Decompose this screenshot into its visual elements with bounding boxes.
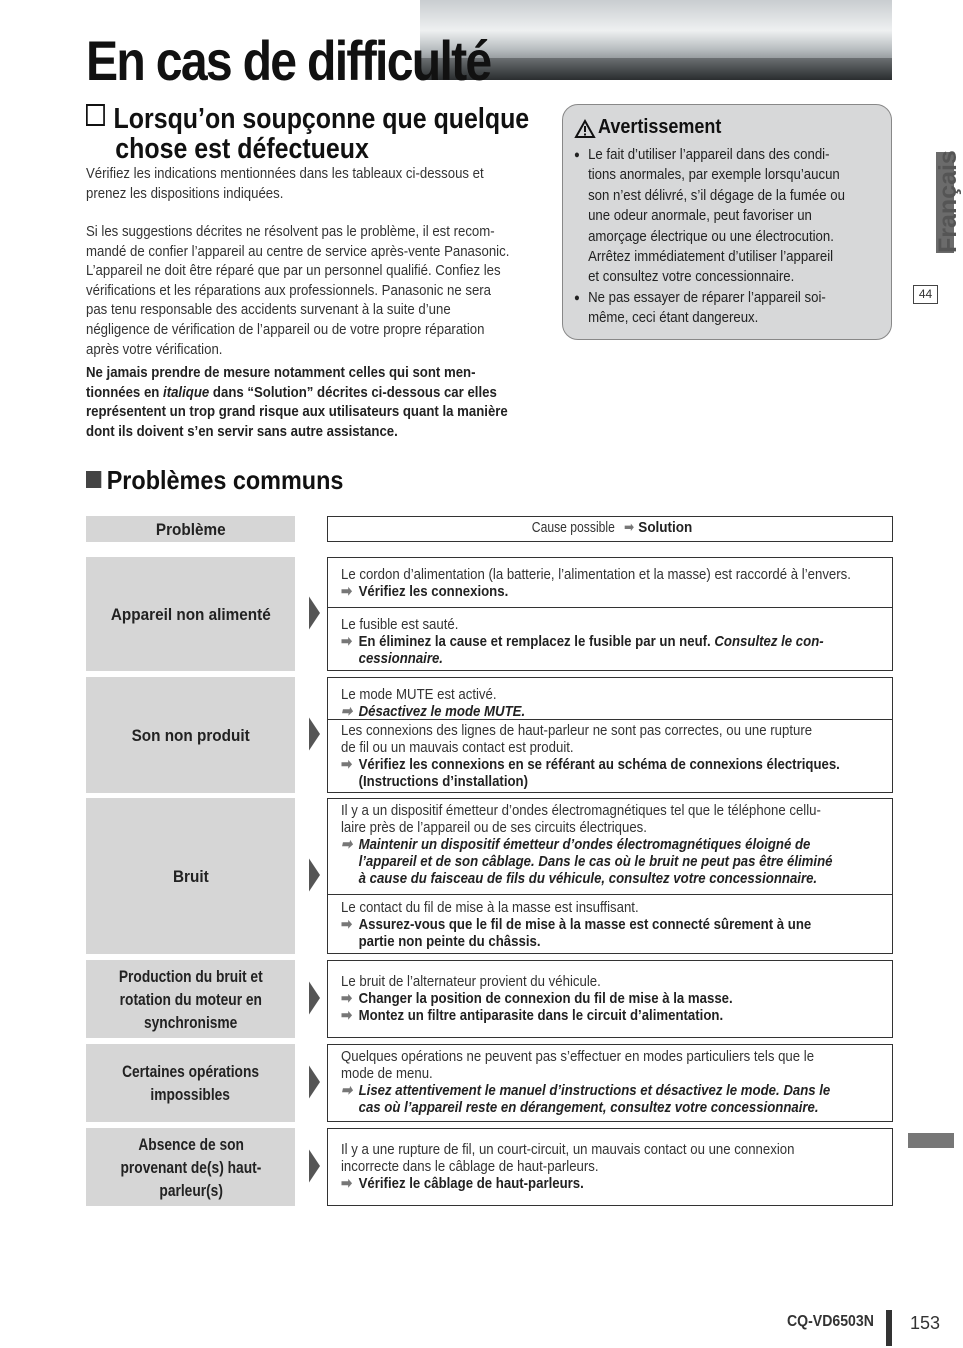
- problem-cell: Son non produit: [86, 677, 295, 793]
- cause-solution-item: Il y a un dispositif émetteur d’ondes électromagnétiques tel que le téléphone cellu- laire près de l’appareil ou de ses circuits électriques. ➡ Maintenir un dispositif émetteur d’ondes électromagnétiques éloigné de l’appareil et de son câblage. Dans le cas où le bruit ne peut pas être éliminé à cause du faisceau de fils du véhicule, consultez votre concessionnaire.: [328, 799, 892, 894]
- cause-solution-item: Le contact du fil de mise à la masse est insuffisant. ➡ Assurez-vous que le fil de mise à la masse est connecté sûrement à une partie non peinte du châssis.: [328, 894, 892, 955]
- solution-cell-group: [327, 677, 893, 793]
- checkbox-square-icon: [86, 104, 105, 126]
- warning-list: [574, 145, 873, 329]
- cause-solution-item: Le fusible est sauté. ➡ En éliminez la cause et remplacez le fusible par un neuf. Consultez le con- cessionnaire.: [328, 607, 892, 672]
- cause-solution-item: Les connexions des lignes de haut-parleur ne sont pas correctes, ou une rupture de fil ou un mauvais contact est produit. ➡ Vérifiez les connexions en se référant au schéma de connexions électriques. (Instructions d’installation): [328, 719, 892, 794]
- footer-divider: [886, 1310, 892, 1346]
- page-number: 153: [910, 1313, 941, 1333]
- chevron-right-icon: [305, 591, 321, 635]
- section-heading: Problèmes communs: [86, 465, 343, 496]
- intro-heading: Lorsqu’on soupçonne que quelque chose est défectueux: [86, 104, 550, 164]
- chevron-right-icon: [305, 1144, 321, 1188]
- language-tab: Français: [934, 150, 962, 253]
- chevron-right-icon: [305, 712, 321, 756]
- cause-solution-item: Le cordon d’alimentation (la batterie, l’alimentation et la masse) est raccordé à l’envers. ➡ Vérifiez les connexions.: [328, 558, 892, 607]
- header-road-photo: [420, 0, 892, 80]
- solution-cell-group: [327, 1128, 893, 1206]
- intro-paragraph-1: Vérifiez les indications mentionnées dans les tableaux ci-dessous et prenez les dispositions indiquées.: [86, 165, 484, 202]
- square-bullet-icon: [86, 471, 101, 488]
- chevron-right-icon: [305, 1060, 321, 1104]
- page-title: En cas de difficulté: [86, 29, 491, 92]
- problem-cell: Absence de son provenant de(s) haut- parleur(s): [86, 1128, 295, 1206]
- section-number: 44: [913, 285, 938, 304]
- arrow-right-icon: ➡: [624, 519, 635, 536]
- warning-item: ● Ne pas essayer de réparer l’appareil soi- même, ceci étant dangereux.: [574, 288, 873, 329]
- solution-cell-group: [327, 960, 893, 1038]
- problem-cell: Certaines opérations impossibles: [86, 1044, 295, 1122]
- cause-solution-item: Le mode MUTE est activé. ➡ Désactivez le mode MUTE.: [328, 678, 892, 719]
- warning-triangle-icon: [575, 120, 595, 138]
- chevron-right-icon: [305, 976, 321, 1020]
- column-header-problem: Problème: [86, 516, 295, 542]
- side-marker-bar: [908, 1133, 954, 1148]
- problem-cell: Bruit: [86, 798, 295, 954]
- chevron-right-icon: [305, 853, 321, 897]
- intro-paragraph-3: Ne jamais prendre de mesure notamment celles qui sont men- tionnées en italique dans “Solution” décrites ci-dessous car elles représentent un trop grand risque aux utilisateurs quant la manière dont ils doivent s’en servir sans autre assistance.: [86, 364, 508, 440]
- problem-cell: Production du bruit et rotation du moteur en synchronisme: [86, 960, 295, 1038]
- solution-cell-group: [327, 1044, 893, 1122]
- model-number: CQ-VD6503N: [787, 1313, 874, 1330]
- column-header-cause-solution: Cause possible ➡ Solution: [327, 516, 893, 542]
- solution-cell-group: [327, 798, 893, 954]
- problem-cell: Appareil non alimenté: [86, 557, 295, 671]
- warning-title: Avertissement: [598, 116, 722, 138]
- intro-paragraph-2: Si les suggestions décrites ne résolvent pas le problème, il est recom- mandé de confier l’appareil au centre de service après-vente Panasonic. L’appareil ne doit être réparé que par un personnel qualifié. Confiez les vérifications et les réparations aux professionnels. Panasonic ne sera pas tenu responsable des accidents survenant à la suite d’une négligence de vérification de l’appareil ou de votre propre réparation après votre vérification.: [86, 223, 510, 358]
- cause-solution-item: Le bruit de l’alternateur provient du véhicule. ➡ Changer la position de connexion du fil de mise à la masse. ➡ Montez un filtre antiparasite dans le circuit d’alimentation.: [328, 961, 892, 1039]
- cause-solution-item: Il y a une rupture de fil, un court-circuit, un mauvais contact ou une connexion incorrecte dans le câblage de haut-parleurs. ➡ Vérifiez le câblage de haut-parleurs.: [328, 1129, 892, 1207]
- warning-item: ● Le fait d’utiliser l’appareil dans des condi- tions anormales, par exemple lorsqu’aucun son n’est délivré, s’il dégage de la fumée ou une odeur anormale, peut favoriser un amorçage électrique ou une électrocution. Arrêtez immédiatement d’utiliser l’appareil et consultez votre concessionnaire.: [574, 145, 873, 288]
- cause-solution-item: Quelques opérations ne peuvent pas s’effectuer en modes particuliers tels que le mode de menu. ➡ Lisez attentivement le manuel d’instructions et désactivez le mode. Dans le cas où l’appareil reste en dérangement, consultez votre concessionnaire.: [328, 1045, 892, 1123]
- solution-cell-group: [327, 557, 893, 671]
